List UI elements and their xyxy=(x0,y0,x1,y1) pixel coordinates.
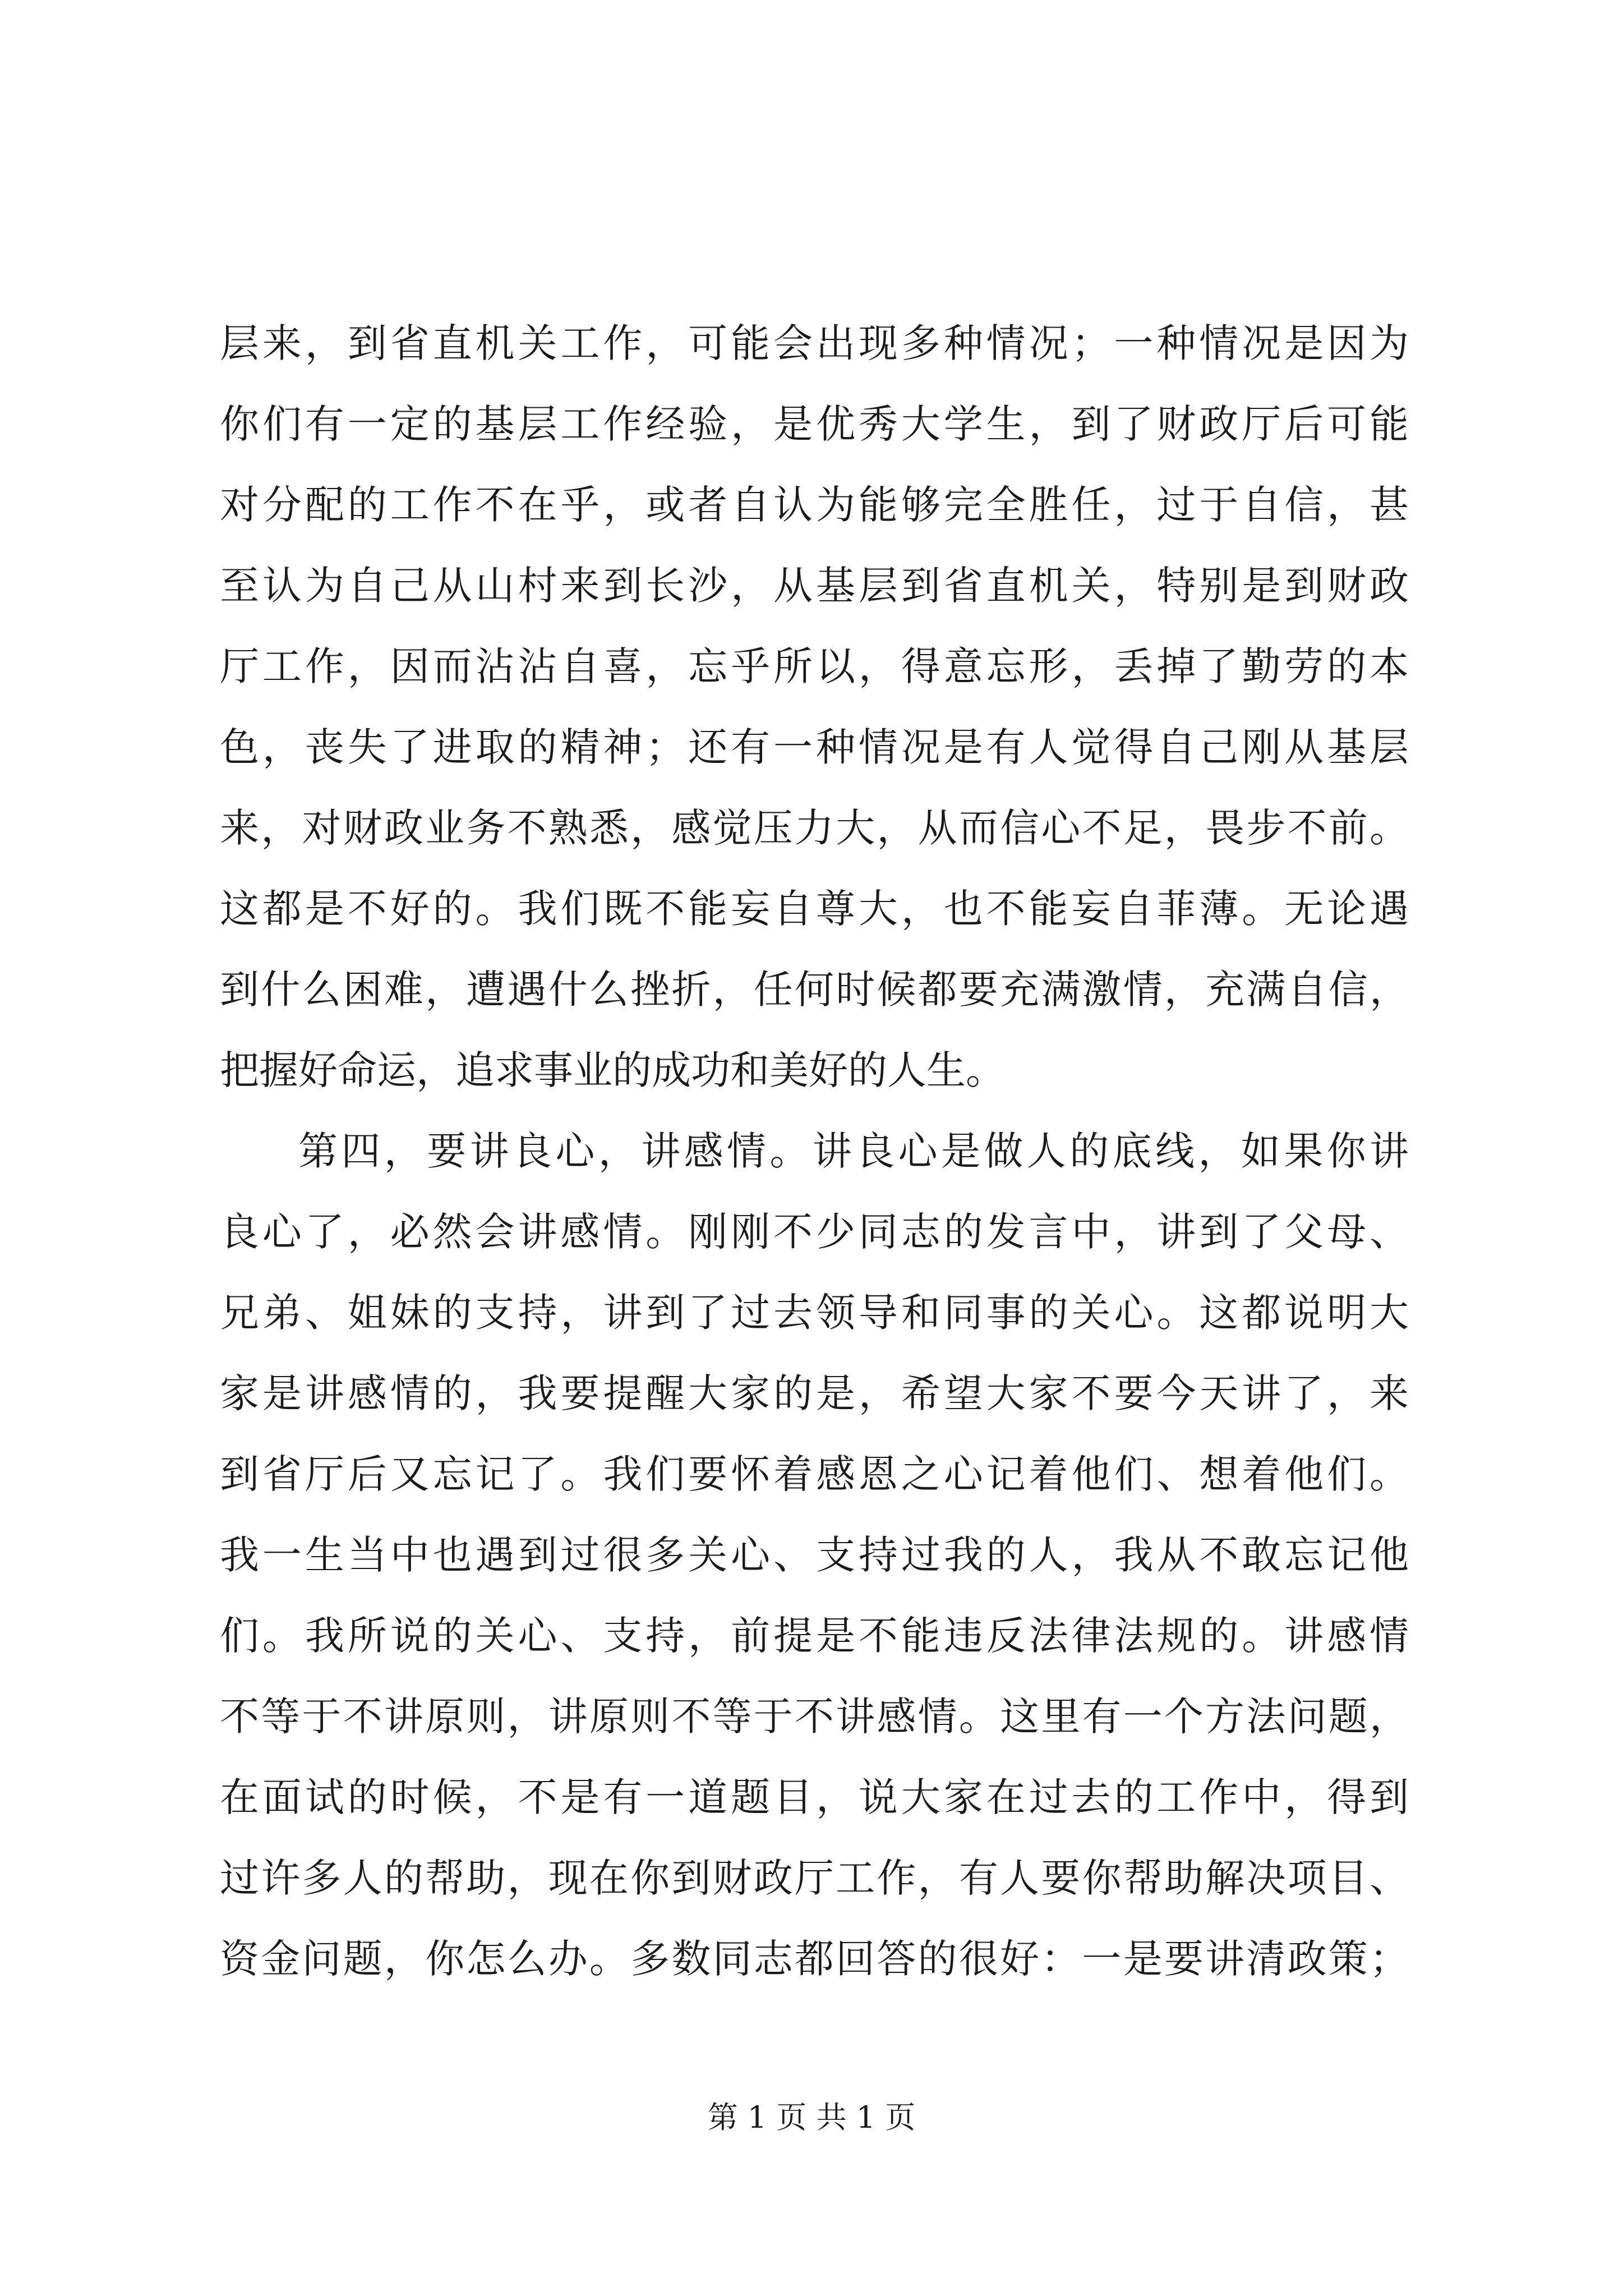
text-line: 第四，要讲良心，讲感情。讲良心是做人的底线，如果你讲 xyxy=(298,1128,1409,1174)
text-line: 家是讲感情的，我要提醒大家的是，希望大家不要今天讲了，来 xyxy=(220,1370,1409,1416)
text-line: 不等于不讲原则，讲原则不等于不讲感情。这里有一个方法问题， xyxy=(220,1694,1409,1740)
text-line: 良心了，必然会讲感情。刚刚不少同志的发言中，讲到了父母、 xyxy=(220,1209,1409,1255)
text-line: 到省厅后又忘记了。我们要怀着感恩之心记着他们、想着他们。 xyxy=(220,1451,1409,1497)
text-line: 把握好命运，追求事业的成功和美好的人生。 xyxy=(220,1047,1005,1093)
text-line: 到什么困难，遭遇什么挫折，任何时候都要充满激情，充满自信， xyxy=(220,967,1409,1013)
text-line: 你们有一定的基层工作经验，是优秀大学生，到了财政厅后可能 xyxy=(220,401,1409,447)
text-line: 至认为自己从山村来到长沙，从基层到省直机关，特别是到财政 xyxy=(220,563,1409,609)
text-line: 厅工作，因而沾沾自喜，忘乎所以，得意忘形，丢掉了勤劳的本 xyxy=(220,643,1409,689)
page-number-label: 第 1 页 共 1 页 xyxy=(707,2100,916,2135)
text-line: 对分配的工作不在乎，或者自认为能够完全胜任，过于自信，甚 xyxy=(220,482,1409,528)
text-line: 层来，到省直机关工作，可能会出现多种情况；一种情况是因为 xyxy=(220,320,1409,366)
text-line: 们。我所说的关心、支持，前提是不能违反法律法规的。讲感情 xyxy=(220,1613,1409,1659)
text-line: 在面试的时候，不是有一道题目，说大家在过去的工作中，得到 xyxy=(220,1774,1409,1820)
text-line: 来，对财政业务不熟悉，感觉压力大，从而信心不足，畏步不前。 xyxy=(220,805,1409,851)
text-line: 我一生当中也遇到过很多关心、支持过我的人，我从不敢忘记他 xyxy=(220,1532,1409,1578)
page-footer xyxy=(0,2098,1623,2137)
body-text xyxy=(220,303,1409,1999)
text-line: 兄弟、姐妹的支持，讲到了过去领导和同事的关心。这都说明大 xyxy=(220,1290,1409,1336)
text-line: 色，丧失了进取的精神；还有一种情况是有人觉得自己刚从基层 xyxy=(220,724,1409,770)
paragraph-2 xyxy=(220,1111,1409,1999)
paragraph-1 xyxy=(220,303,1409,1111)
text-line: 资金问题，你怎么办。多数同志都回答的很好：一是要讲清政策； xyxy=(220,1936,1409,1982)
text-line: 这都是不好的。我们既不能妄自尊大，也不能妄自菲薄。无论遇 xyxy=(220,886,1409,932)
text-line: 过许多人的帮助，现在你到财政厅工作，有人要你帮助解决项目、 xyxy=(220,1855,1409,1901)
